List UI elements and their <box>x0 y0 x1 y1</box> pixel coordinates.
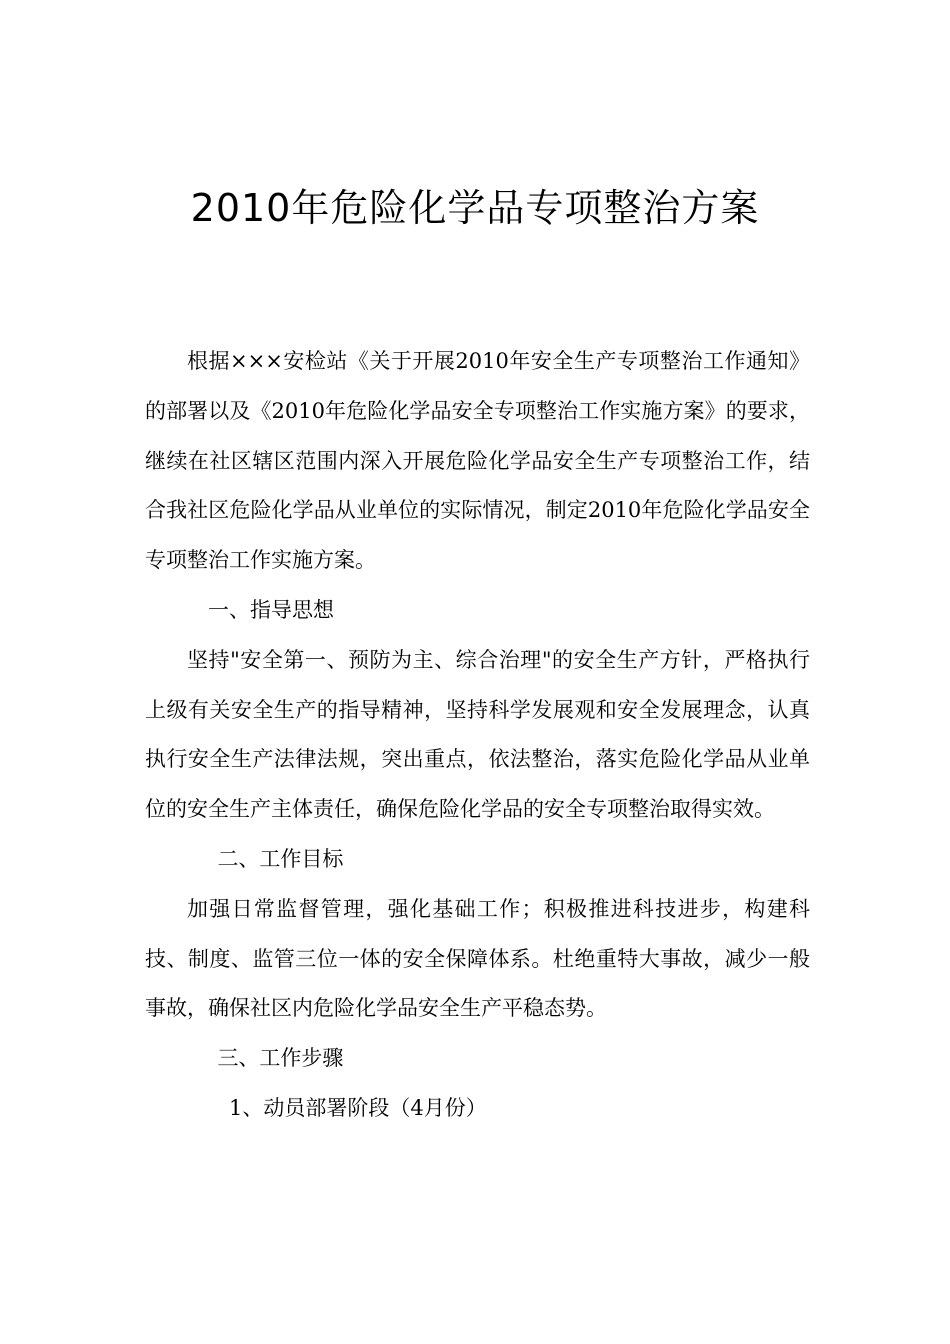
paragraph-work-goals: 加强日常监督管理，强化基础工作；积极推进科技进步，构建科技、制度、监管三位一体的安全保障体系。杜绝重特大事故，减少一般事故，确保社区内危险化学品安全生产平稳态势。 <box>145 896 810 1021</box>
document-body <box>145 337 810 1134</box>
paragraph-basis: 根据×××安检站《关于开展2010年安全生产专项整治工作通知》的部署以及《2010年危险化学品安全专项整治工作实施方案》的要求，继续在社区辖区范围内深入开展危险化学品安全生产专项整治工作，结合我社区危险化学品从业单位的实际情况，制定2010年危险化学品安全专项整治工作实施方案。 <box>145 349 810 573</box>
subsection-heading-mobilization: 1、动员部署阶段（4月份） <box>229 1095 487 1120</box>
document-title: 2010年危险化学品专项整治方案 <box>190 186 760 230</box>
section-heading-work-goals: 二、工作目标 <box>217 846 344 871</box>
paragraph-guiding-ideology: 坚持"安全第一、预防为主、综合治理"的安全生产方针，严格执行上级有关安全生产的指导精神，坚持科学发展观和安全发展理念，认真执行安全生产法律法规，突出重点，依法整治，落实危险化学品从业单位的安全生产主体责任，确保危险化学品的安全专项整治取得实效。 <box>145 647 810 822</box>
section-heading-guiding-ideology: 一、指导思想 <box>208 597 334 622</box>
section-heading-work-steps: 三、工作步骤 <box>217 1046 344 1071</box>
